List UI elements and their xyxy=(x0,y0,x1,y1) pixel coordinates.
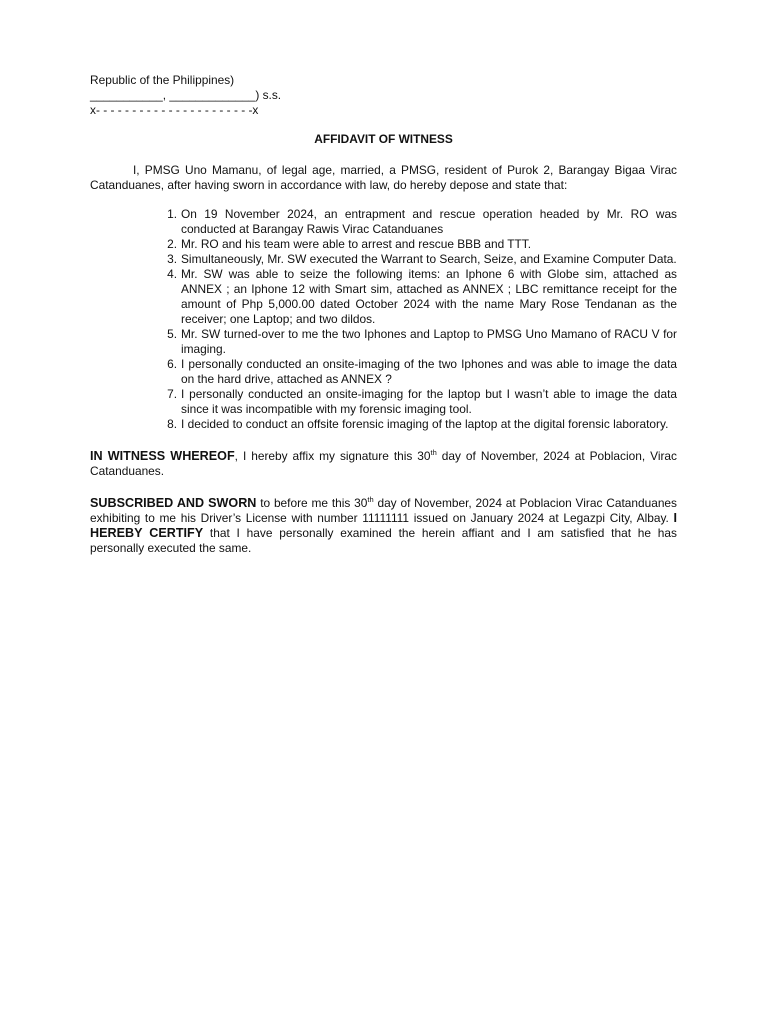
affidavit-body xyxy=(90,73,677,556)
list-item-number: 3. xyxy=(167,252,177,266)
jurat-paragraph xyxy=(90,496,677,556)
list-item-number: 1. xyxy=(167,207,177,221)
list-item xyxy=(167,207,677,237)
header-republic: Republic of the Philippines) xyxy=(90,73,235,87)
header-separator: x- - - - - - - - - - - - - - - - - - - - - -x xyxy=(90,103,259,117)
list-item xyxy=(167,357,677,387)
list-item-number: 2. xyxy=(167,237,177,251)
list-item-text: Mr. SW turned-over to me the two Iphones and Laptop to PMSG Uno Mamano of RACU V for imaging. xyxy=(181,327,677,356)
list-item-text: I personally conducted an onsite-imaging for the laptop but I wasn’t able to image the data since it was incompatible with my forensic imaging tool. xyxy=(181,387,677,416)
list-item-text: I decided to conduct an offsite forensic imaging of the laptop at the digital forensic laboratory. xyxy=(181,417,669,431)
list-item-text: I personally conducted an onsite-imaging of the two Iphones and was able to image the data on the hard drive, attached as ANNEX ? xyxy=(181,357,677,386)
list-item-number: 8. xyxy=(167,417,177,431)
list-item xyxy=(167,252,677,267)
document-title: AFFIDAVIT OF WITNESS xyxy=(314,132,453,146)
intro-paragraph: I, PMSG Uno Mamanu, of legal age, married, a PMSG, resident of Purok 2, Barangay Bigaa Virac Catanduanes, after having sworn in accordance with law, do hereby depose and state that: xyxy=(90,163,677,192)
jurat-text-before: to before me this 30 xyxy=(256,496,368,510)
header-venue-blanks: ___________, _____________) s.s. xyxy=(90,88,282,102)
list-item-text: Mr. RO and his team were able to arrest and rescue BBB and TTT. xyxy=(181,237,532,251)
certify-lead: I HEREBY CERTIFY xyxy=(90,511,677,540)
list-item xyxy=(167,237,677,252)
list-item xyxy=(167,387,677,417)
list-item-text: Simultaneously, Mr. SW executed the Warrant to Search, Seize, and Examine Computer Data. xyxy=(181,252,677,266)
jurat-ordinal-suffix: th xyxy=(367,495,374,504)
list-item xyxy=(167,327,677,357)
list-item-text: Mr. SW was able to seize the following items: an Iphone 6 with Globe sim, attached as ANNEX ; an Iphone 12 with Smart sim, attached as ANNEX ; LBC remittance receipt for the amount of Php 5,000.00 dated October 2024 with the name Mary Rose Tendanan as the receiver; one Laptop; and two dildos. xyxy=(181,267,677,326)
venue-header xyxy=(90,73,677,118)
jurat-lead: SUBSCRIBED AND SWORN xyxy=(90,496,257,510)
list-item-number: 6. xyxy=(167,357,177,371)
jurat-text-after: day of November, 2024 at Poblacion Virac Catanduanes exhibiting to me his Driver’s License with number 11111111 issued on January 2024 at Legazpi City, Albay. xyxy=(90,496,677,525)
statement-list xyxy=(90,207,677,432)
list-item-number: 4. xyxy=(167,267,177,281)
witness-lead: IN WITNESS WHEREOF xyxy=(90,449,235,463)
witness-ordinal-suffix: th xyxy=(430,448,437,457)
witness-text-after: day of November, 2024 at Poblacion, Virac Catanduanes. xyxy=(90,449,677,478)
list-item xyxy=(167,417,677,432)
witness-text-before: , I hereby affix my signature this 30 xyxy=(234,449,431,463)
list-item-number: 7. xyxy=(167,387,177,401)
list-item xyxy=(167,267,677,327)
list-item-text: On 19 November 2024, an entrapment and rescue operation headed by Mr. RO was conducted at Barangay Rawis Virac Catanduanes xyxy=(181,207,677,236)
certify-text: that I have personally examined the herein affiant and I am satisfied that he has personally executed the same. xyxy=(90,526,677,555)
witness-paragraph xyxy=(90,449,677,479)
list-item-number: 5. xyxy=(167,327,177,341)
